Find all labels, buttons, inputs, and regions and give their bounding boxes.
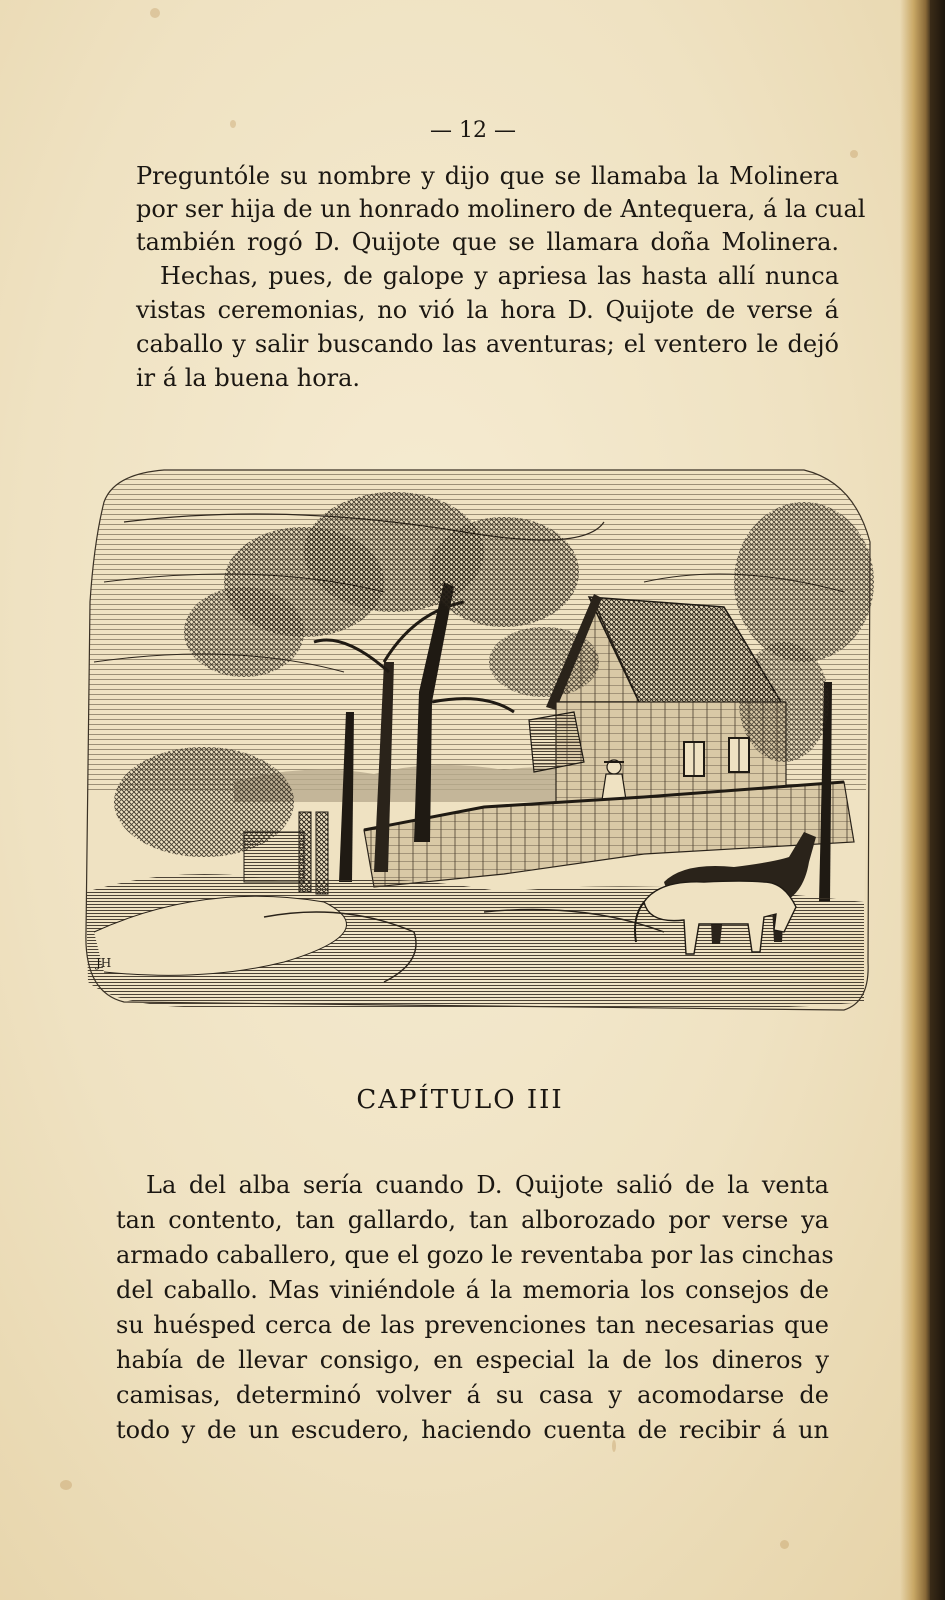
text-line: armado caballero, que el gozo le reventaba por las cinchas [116, 1241, 834, 1269]
text-line: del caballo. Mas viniéndole á la memoria los consejos de [116, 1276, 829, 1304]
text-line: todo y de un escudero, haciendo cuenta de recibir á un [116, 1416, 829, 1444]
text-line: Hechas, pues, de galope y apriesa las hasta allí nunca [160, 262, 839, 290]
text-line: también rogó D. Quijote que se llamara doña Molinera. [136, 228, 839, 256]
stain-mark [850, 150, 858, 158]
text-line: su huésped cerca de las prevenciones tan necesarias que [116, 1311, 829, 1339]
engraving-illustration [84, 462, 874, 1022]
text-line: La del alba sería cuando D. Quijote salió de la venta [146, 1171, 829, 1199]
text-line: por ser hija de un honrado molinero de Antequera, á la cual [136, 195, 866, 223]
stain-mark [230, 120, 236, 128]
stain-mark [150, 8, 160, 18]
text-line: vistas ceremonias, no vió la hora D. Quijote de verse á [136, 296, 839, 324]
text-line: caballo y salir buscando las aventuras; el ventero le dejó [136, 330, 839, 358]
stain-mark [780, 1540, 789, 1549]
text-line: camisas, determinó volver á su casa y acomodarse de [116, 1381, 829, 1409]
book-edge [930, 0, 945, 1600]
page-gutter-shadow [900, 0, 930, 1600]
artist-signature: JH [96, 956, 112, 970]
text-line: tan contento, tan gallardo, tan alborozado por verse ya [116, 1206, 829, 1234]
text-line: ir á la buena hora. [136, 364, 361, 392]
page-number: — 12 — [430, 118, 516, 143]
text-line: había de llevar consigo, en especial la de los dineros y [116, 1346, 829, 1374]
chapter-title: CAPÍTULO III [356, 1085, 564, 1115]
text-line: Preguntóle su nombre y dijo que se llamaba la Molinera [136, 162, 839, 190]
stain-mark [60, 1480, 72, 1490]
